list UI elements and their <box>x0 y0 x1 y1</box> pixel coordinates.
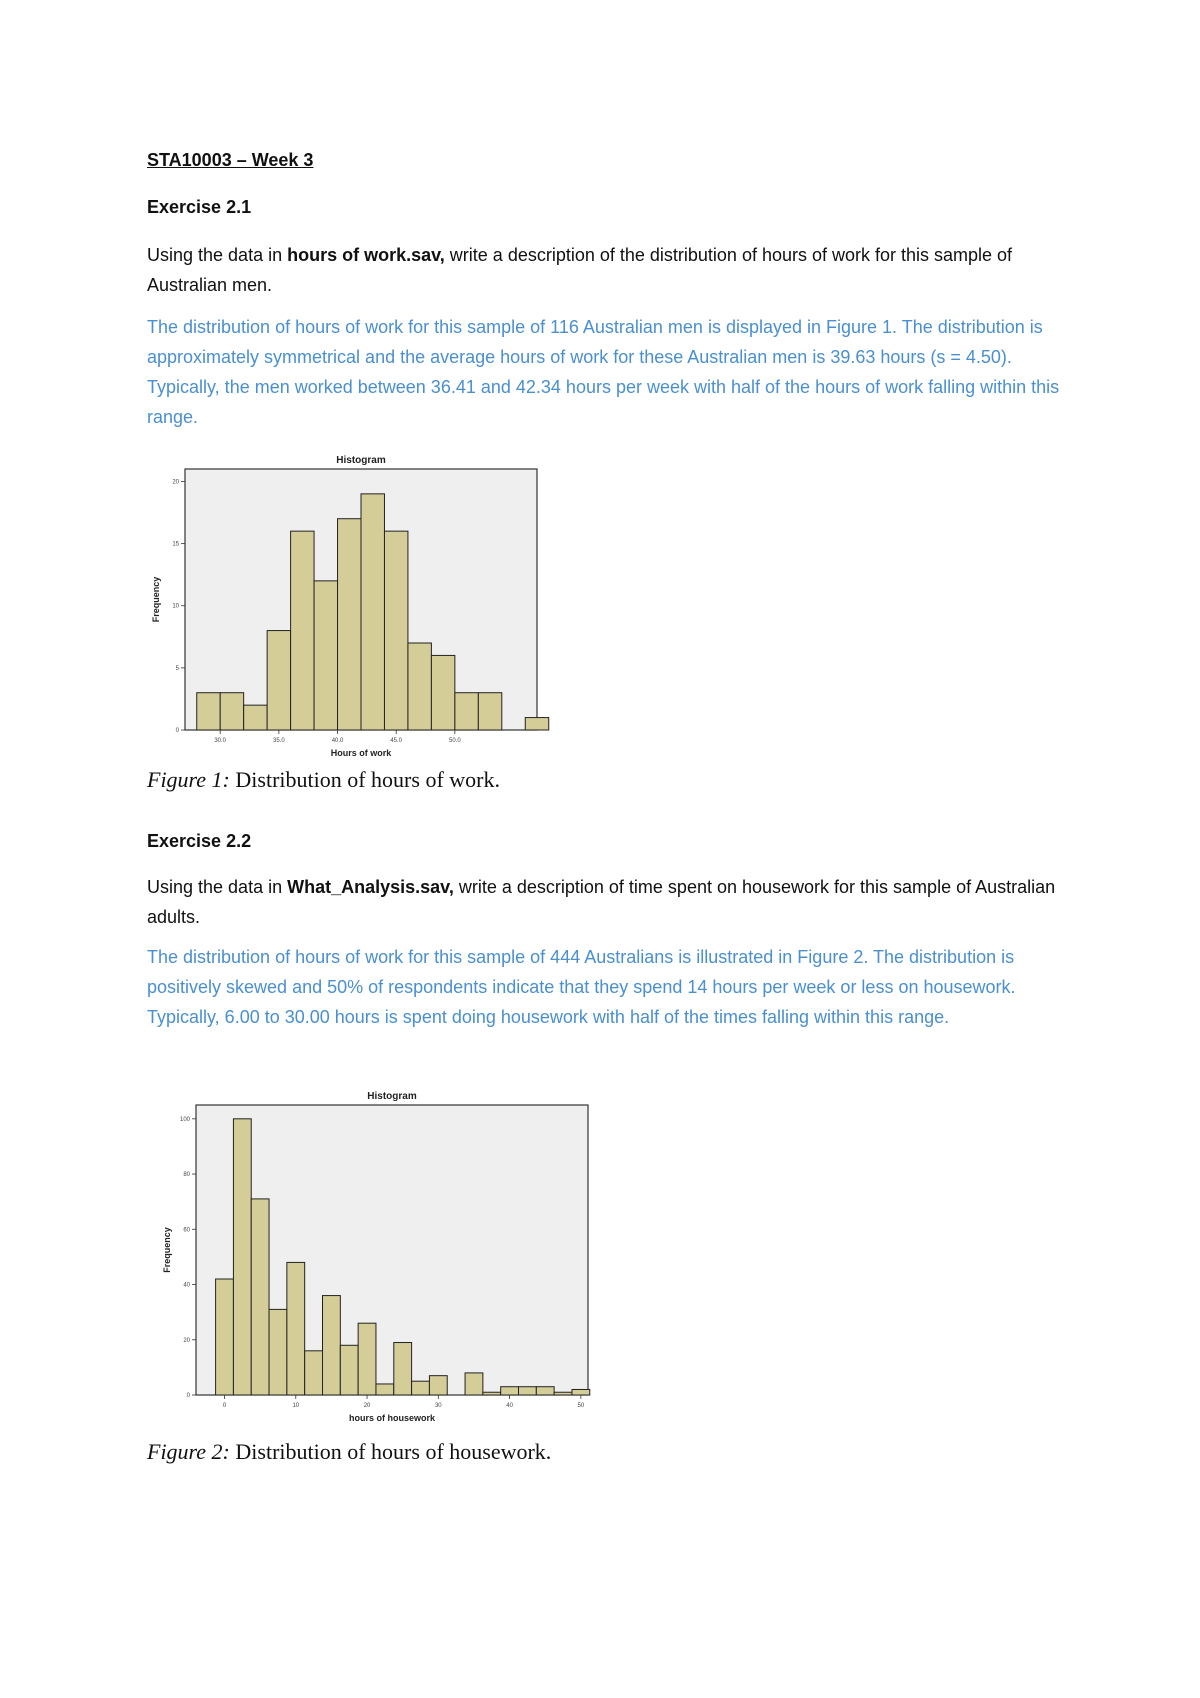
exercise-2-2-heading: Exercise 2.2 <box>147 831 252 851</box>
y-tick-label: 80 <box>183 1172 190 1179</box>
histogram-bar <box>340 1345 358 1395</box>
histogram-bar <box>358 1323 376 1395</box>
y-tick-label: 60 <box>183 1227 190 1234</box>
y-tick-label: 10 <box>172 603 179 610</box>
histogram-bar <box>572 1389 590 1395</box>
x-tick-label: 50.0 <box>449 738 461 744</box>
x-tick-label: 0 <box>222 1403 227 1409</box>
x-tick-label: 30.0 <box>214 738 227 744</box>
x-tick-label: 10 <box>292 1403 300 1409</box>
x-axis-label: hours of housework <box>348 1413 436 1423</box>
histogram-bar <box>465 1373 483 1395</box>
question-text-start: Using the data in <box>147 877 288 897</box>
x-tick-label: 20 <box>363 1403 371 1409</box>
chart-title: Histogram <box>367 1091 417 1102</box>
histogram-bar <box>429 1376 447 1395</box>
histogram-bar <box>233 1119 251 1395</box>
histogram-bar <box>323 1296 341 1395</box>
figure-2-text: Distribution of hours of housework. <box>229 1439 552 1464</box>
x-tick-label: 45.0 <box>390 738 403 744</box>
histogram-bar <box>554 1392 572 1395</box>
y-tick-label: 0 <box>175 728 179 734</box>
exercise-2-1-answer: The distribution of hours of work for this sample of 116 Australian men is displayed in Figure 1. The distribution is approximately symmetrical and the average hours of work for these Australian men is 39.63 hours (s = 4.50). Typically, the men worked between 36.41 and 42.34 hours per week with half of the hours of work falling within this range. <box>147 317 1060 427</box>
histogram-bar <box>376 1384 394 1395</box>
chart-title: Histogram <box>336 455 386 466</box>
question-text-end: write a description of the distribution of hours of work for this sample of Australian men. <box>147 245 1013 295</box>
exercise-2-2-answer: The distribution of hours of work for this sample of 444 Australians is illustrated in Figure 2. The distribution is positively skewed and 50% of respondents indicate that they spend 14 hours per week or less on housework. Typically, 6.00 to 30.00 hours is spent doing housework with half of the times falling within this range. <box>147 947 1016 1027</box>
histogram-bar <box>269 1309 287 1395</box>
figure-2-label: Figure 2: <box>147 1439 230 1464</box>
histogram-bar <box>216 1279 234 1395</box>
figure-1-text: Distribution of hours of work. <box>229 767 500 792</box>
x-tick-label: 40.0 <box>331 738 344 744</box>
y-tick-label: 100 <box>179 1116 190 1123</box>
histogram-bar <box>483 1392 501 1395</box>
question-text-end: write a description of time spent on housework for this sample of Australian adults. <box>147 877 1056 927</box>
y-axis-label: Frequency <box>151 576 161 623</box>
histogram-bar <box>287 1262 305 1395</box>
y-tick-label: 5 <box>175 665 179 672</box>
x-tick-label: 30 <box>434 1403 442 1409</box>
histogram-bar <box>501 1387 519 1395</box>
document-title: STA10003 – Week 3 <box>147 150 314 170</box>
exercise-2-1-heading: Exercise 2.1 <box>147 197 252 217</box>
histogram-bar <box>394 1343 412 1395</box>
y-tick-label: 0 <box>186 1393 190 1399</box>
histogram-bar <box>412 1381 430 1395</box>
histogram-bar <box>305 1351 323 1395</box>
figure-2-caption <box>147 1438 551 1466</box>
y-tick-label: 20 <box>172 479 179 486</box>
x-tick-label: 35.0 <box>273 738 285 744</box>
question-text-start: Using the data in <box>147 245 288 265</box>
y-tick-label: 20 <box>183 1337 190 1344</box>
histogram-bar <box>519 1387 537 1395</box>
data-file-name: What_Analysis.sav, <box>287 877 454 897</box>
data-file-name: hours of work.sav, <box>287 245 445 265</box>
histogram-bar <box>251 1199 269 1395</box>
figure-1-label: Figure 1: <box>147 767 230 792</box>
y-tick-label: 40 <box>183 1282 190 1289</box>
histogram-bar <box>536 1387 554 1395</box>
y-axis-label: Frequency <box>162 1227 172 1273</box>
y-tick-label: 15 <box>172 541 179 548</box>
x-tick-label: 50 <box>577 1403 585 1409</box>
x-axis-label: Hours of work <box>330 748 392 758</box>
x-tick-label: 40 <box>506 1403 513 1409</box>
